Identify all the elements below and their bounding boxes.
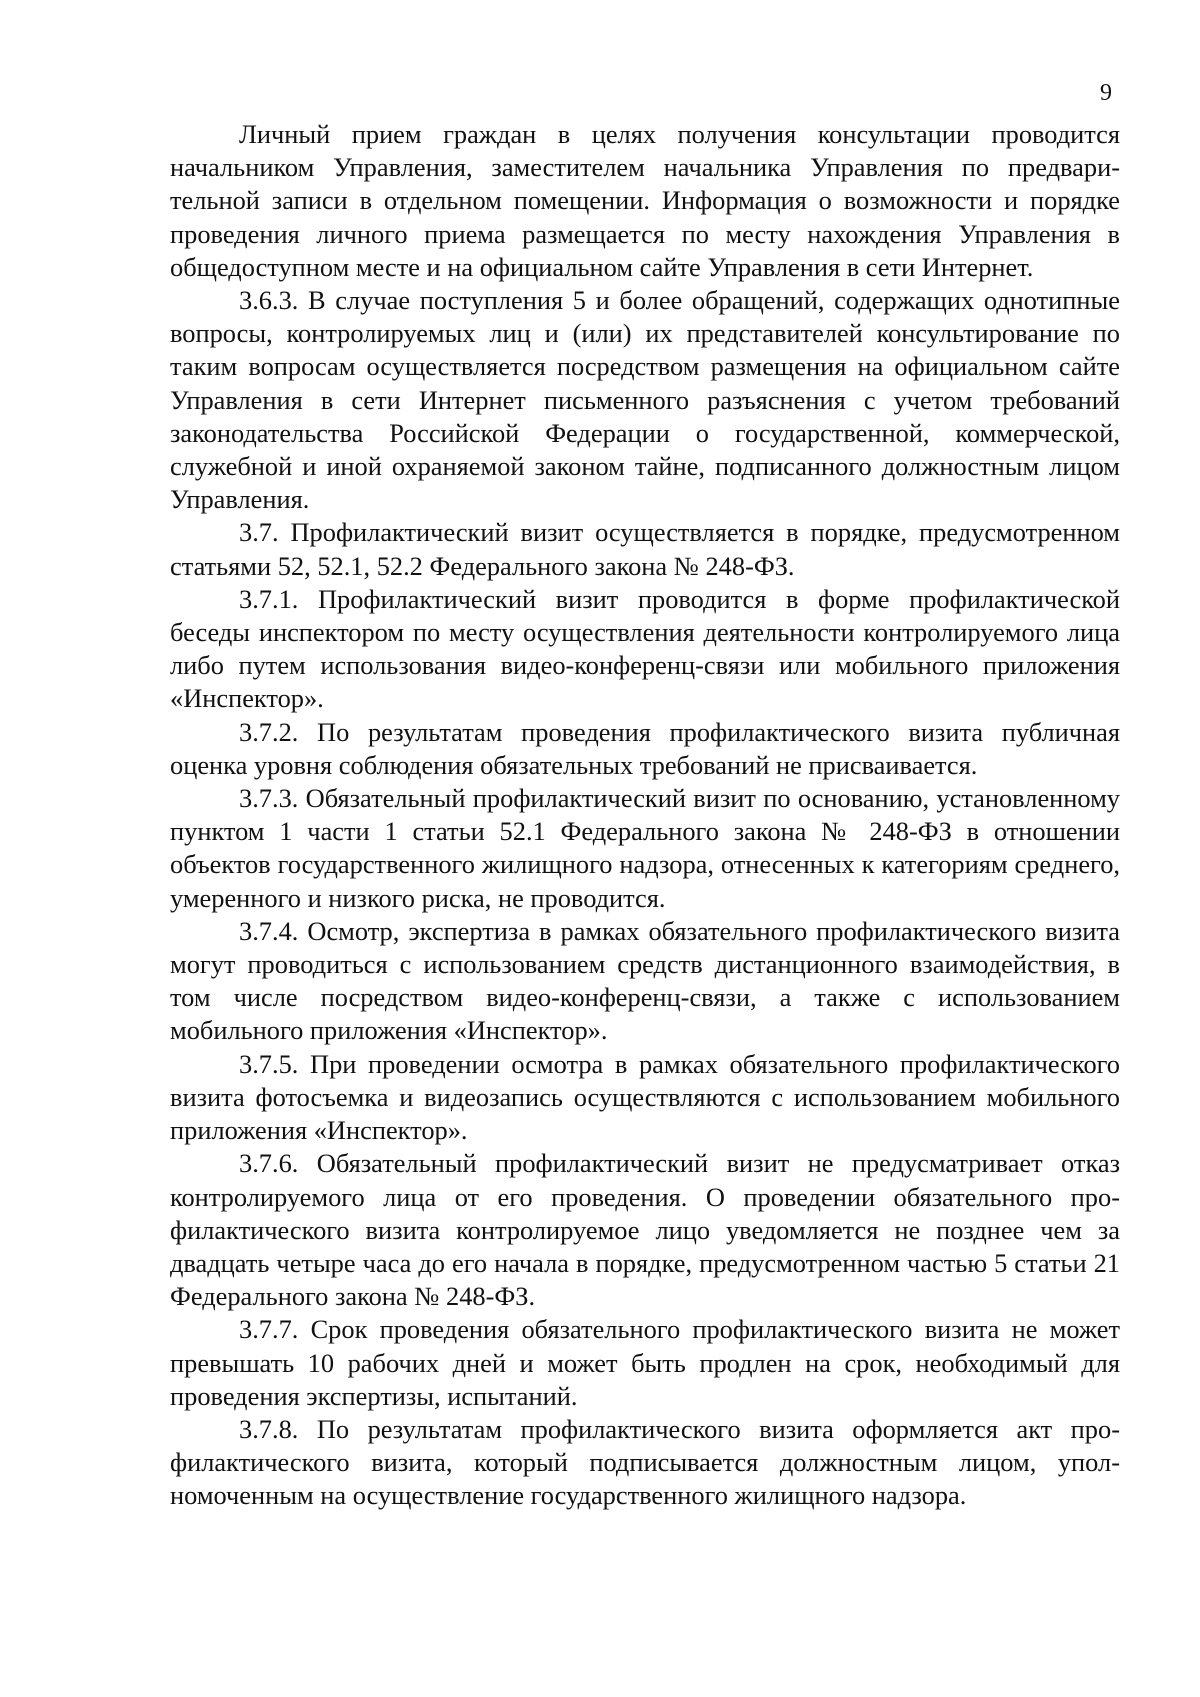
paragraph-3-7-6: 3.7.6. Обязательный профилактический визит не предусматривает отказ контролируемого лица от его проведения. О проведении обязательного профилактического визита контролируемое лицо уведомляется не позднее чем за двадцать четыре часа до его начала в порядке, предусмотренном частью 5 статьи 21 Федерального закона № 248-ФЗ. xyxy=(170,1148,1120,1312)
paragraph-3-7-5: 3.7.5. При проведении осмотра в рамках обязательного профилактического визита фотосъемка и видеозапись осуществляются с использованием мобильного приложения «Инспектор». xyxy=(170,1048,1120,1146)
paragraph-3-7-8: 3.7.8. По результатам профилактического визита оформляется акт профилактического визита, который подписывается должностным лицом, уполномоченным на осуществление государственного жилищного надзора. xyxy=(170,1413,1120,1511)
paragraph-3-7-1: 3.7.1. Профилактический визит проводится в форме профилактической беседы инспектором по месту осуществления деятельности контролируемого лица либо путем использования видео-конференц-связи или мобильного приложения «Инспектор». xyxy=(170,583,1120,714)
paragraph-3-6-3: 3.6.3. В случае поступления 5 и более обращений, содержащих однотипные вопросы, контролируемых лиц и (или) их представителей консультирование по таким вопросам осуществляется посредством размещения на официальном сайте Управления в сети Интернет письменного разъяснения с учетом требований законодательства Российской Федерации о государственной, коммерческой, служебной и иной охраняемой законом тайне, подписанного должностным лицом Управления. xyxy=(170,285,1120,515)
paragraph-3-7-4: 3.7.4. Осмотр, экспертиза в рамках обязательного профилактического визита могут проводиться с использованием средств дистанционного взаимодействия, в том числе посредством видео-конференц-связи, а также с использованием мобильного приложения «Инспектор». xyxy=(170,915,1120,1046)
paragraph-3-7-2: 3.7.2. По результатам проведения профилактического визита публичная оценка уровня соблюдения обязательных требований не присваивается. xyxy=(170,716,1120,780)
paragraph-personal-reception: Личный прием граждан в целях получения консультации проводится начальником Управления, заместителем начальника Управления по предварительной записи в отдельном помещении. Информация о возможности и порядке проведения личного приема размещается по месту нахождения Управления в общедоступном месте и на официальном сайте Управления в сети Интернет. xyxy=(170,119,1120,282)
paragraph-3-7-7: 3.7.7. Срок проведения обязательного профилактического визита не может превышать 10 рабочих дней и может быть продлен на срок, необходимый для проведения экспертизы, испытаний. xyxy=(170,1314,1120,1411)
paragraph-3-7: 3.7. Профилактический визит осуществляется в порядке, предусмотренном статьями 52, 52.1, 52.2 Федерального закона № 248-ФЗ. xyxy=(170,517,1120,581)
document-body xyxy=(170,118,1120,1513)
paragraph-3-7-3: 3.7.3. Обязательный профилактический визит по основанию, установленному пунктом 1 части 1 статьи 52.1 Федерального закона № 248-ФЗ в отношении объектов государственного жилищного надзора, отнесенных к категориям среднего, умеренного и низкого риска, не проводится. xyxy=(170,783,1120,913)
page-number: 9 xyxy=(1100,80,1112,106)
